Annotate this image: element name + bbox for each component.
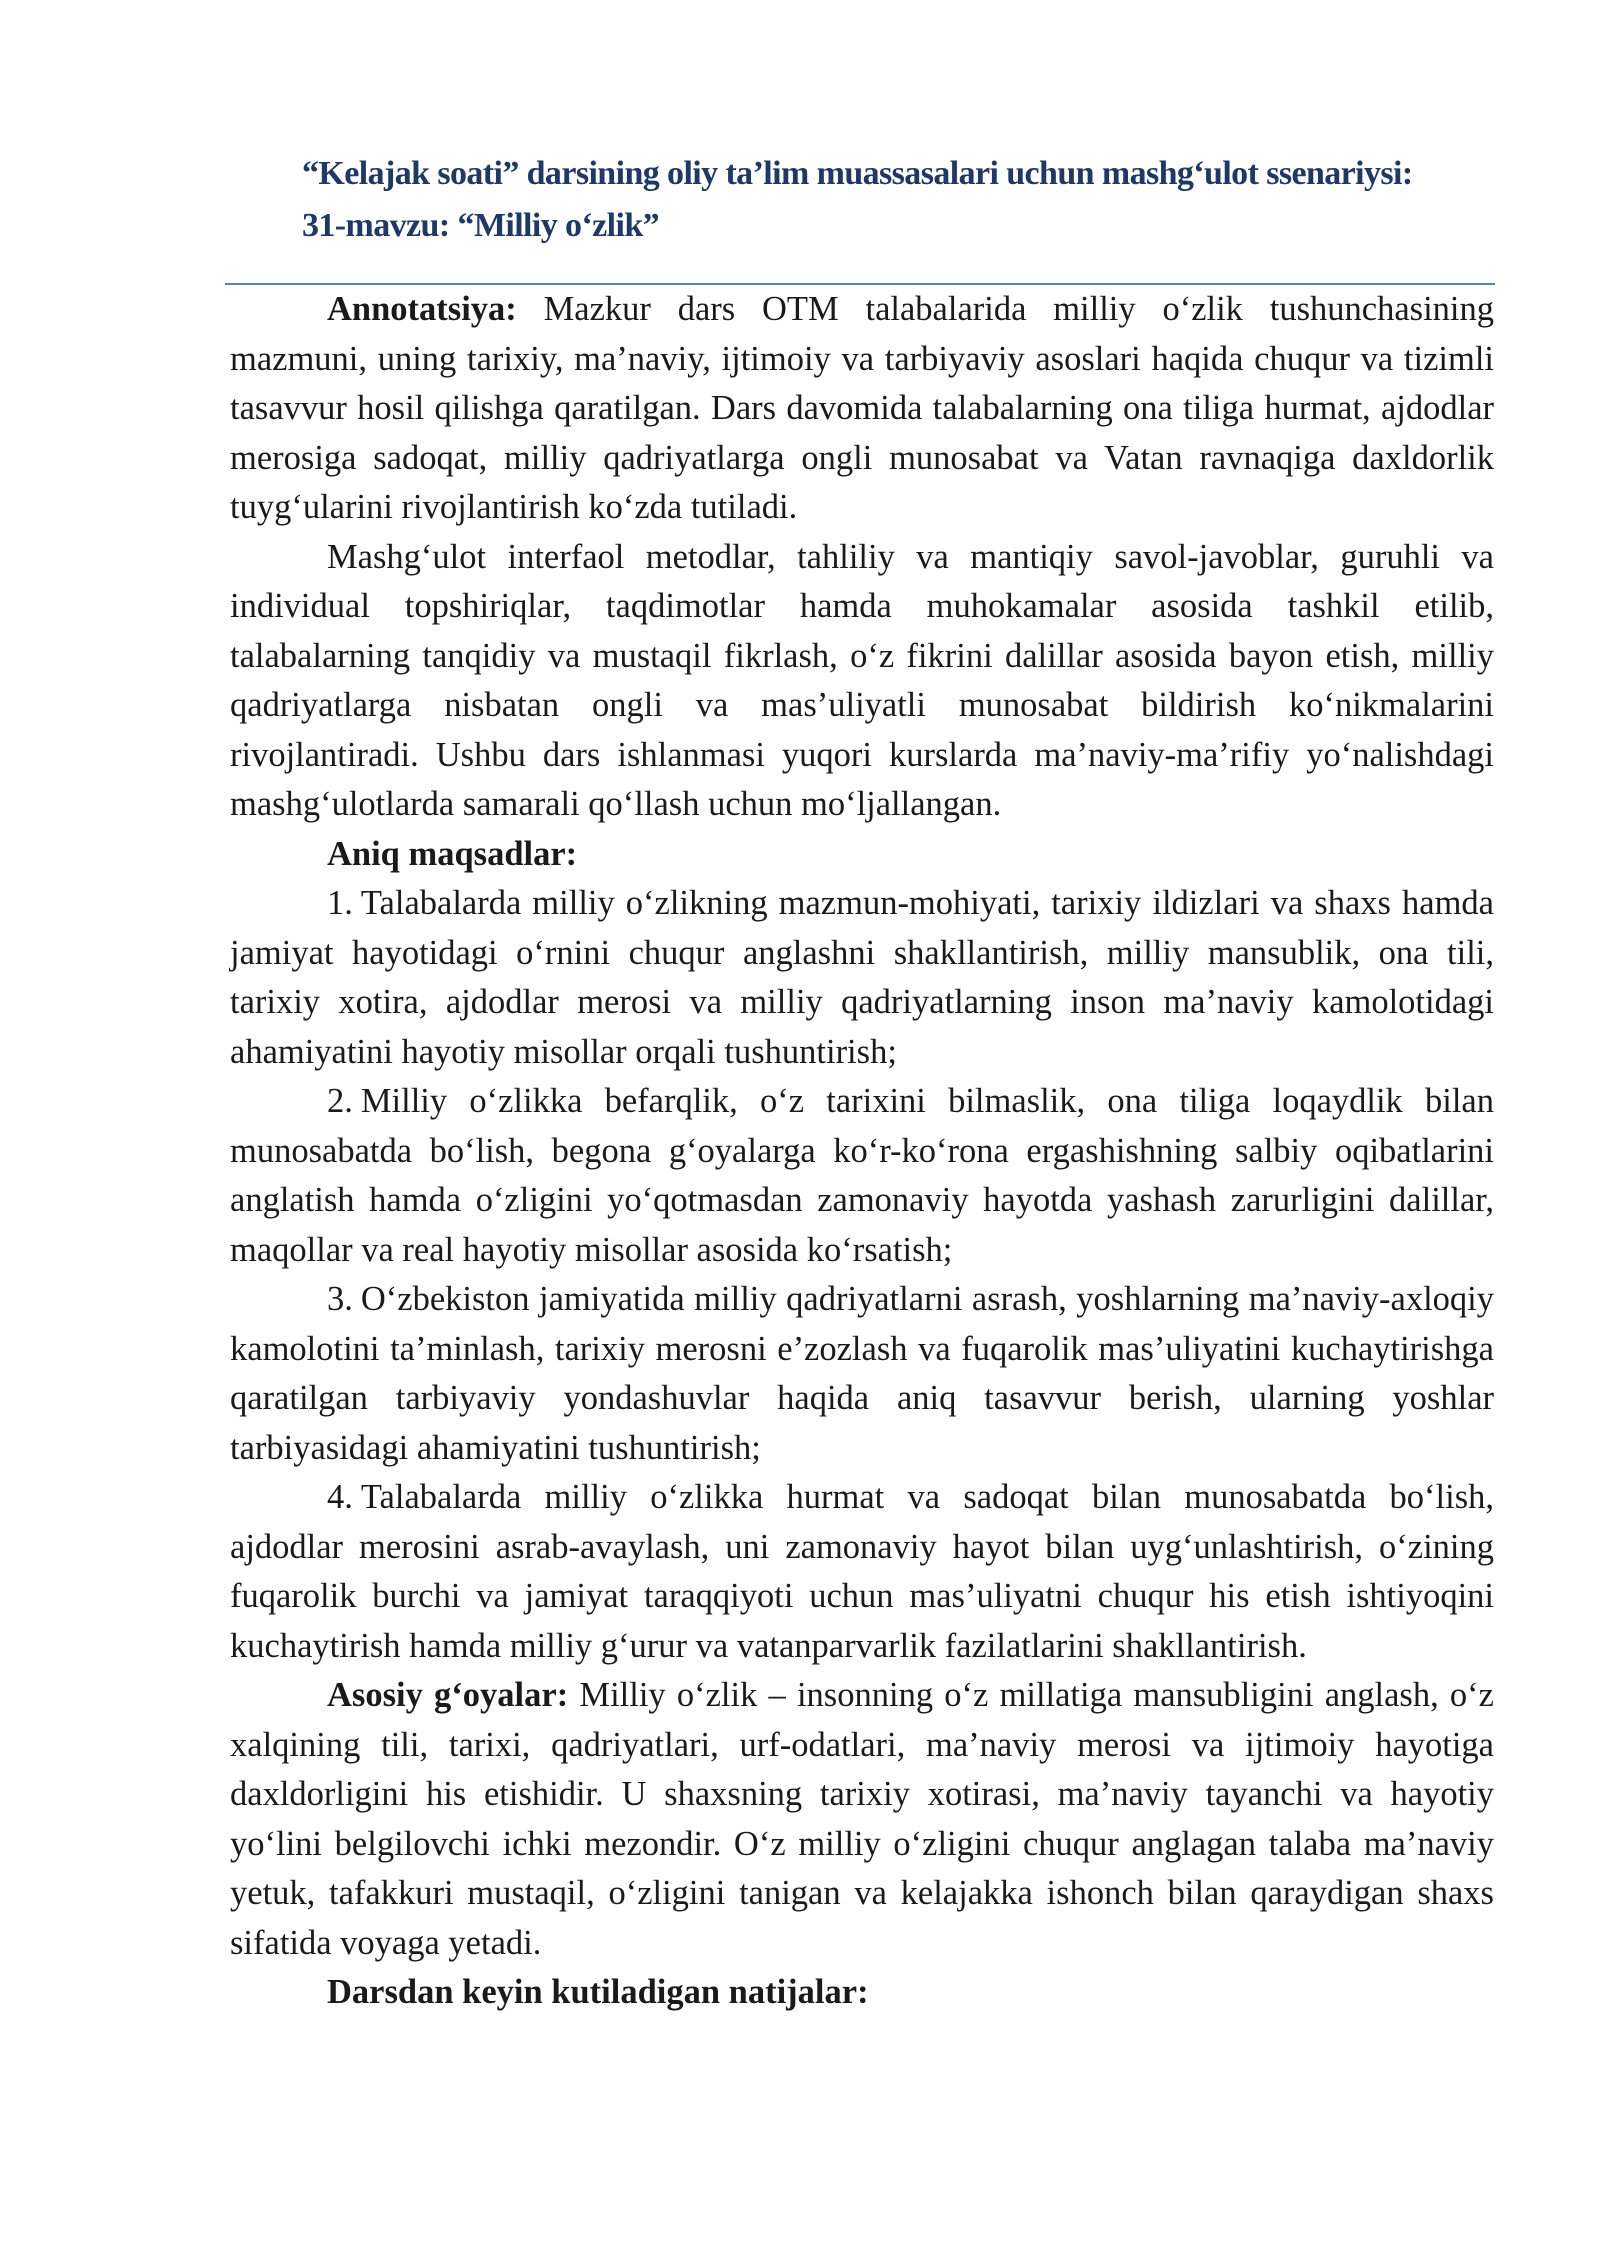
goal-text: Milliy o‘zlikka befarqlik, o‘z tarixini bilmaslik, ona tiliga loqaydlik bilan munosabatda bo‘lish, begona g‘oyalarga ko‘r-ko‘rona ergashishning salbiy oqibatlarini anglatish hamda o‘zligini yo‘qotmasdan zamonaviy hayotda yashash zarurligini dalillar, maqollar va real hayotiy misollar asosida ko‘rsatish; <box>230 1082 1494 1269</box>
goal-item-3 <box>230 1275 1494 1473</box>
annotation-paragraph <box>230 285 1494 533</box>
main-ideas-paragraph <box>230 1671 1494 1968</box>
goal-text: Talabalarda milliy o‘zlikka hurmat va sadoqat bilan munosabatda bo‘lish, ajdodlar merosini asrab-avaylash, uni zamonaviy hayot bilan uyg‘unlashtirish, o‘zining fuqarolik burchi va jamiyat taraqqiyoti uchun mas’uliyatni chuqur his etish ishtiyoqini kuchaytirish hamda milliy g‘urur va vatanparvarlik fazilatlarini shakllantirish. <box>230 1478 1494 1665</box>
goal-item-1 <box>230 879 1494 1077</box>
goal-text: Talabalarda milliy o‘zlikning mazmun-mohiyati, tarixiy ildizlari va shaxs hamda jamiyat hayotidagi o‘rnini chuqur anglashni shakllantirish, milliy mansublik, ona tili, tarixiy xotira, ajdodlar merosi va milliy qadriyatlarning inson ma’naviy kamolotidagi ahamiyatini hayotiy misollar orqali tushuntirish; <box>230 884 1494 1071</box>
method-paragraph: Mashg‘ulot interfaol metodlar, tahliliy va mantiqiy savol-javoblar, guruhli va individual topshiriqlar, taqdimotlar hamda muhokamalar asosida tashkil etilib, talabalarning tanqidiy va mustaqil fikrlash, o‘z fikrini dalillar asosida bayon etish, milliy qadriyatlarga nisbatan ongli va mas’uliyatli munosabat bildirish ko‘nikmalarini rivojlantiradi. Ushbu dars ishlanmasi yuqori kurslarda ma’naviy-ma’rifiy yo‘nalishdagi mashg‘ulotlarda samarali qo‘llash uchun mo‘ljallangan. <box>230 537 1494 823</box>
header-topic-line: 31-mavzu: “Milliy o‘zlik” <box>302 207 660 244</box>
results-heading: Darsdan keyin kutiladigan natijalar: <box>327 1973 869 2011</box>
main-ideas-label: Asosiy g‘oyalar: <box>327 1676 569 1714</box>
header-title-line: “Kelajak soati” darsining oliy ta’lim muassasalari uchun mashg‘ulot ssenariysi: <box>302 155 1413 192</box>
goal-number: 1. <box>327 884 353 922</box>
document-body <box>230 285 1494 2018</box>
goal-number: 2. <box>327 1082 353 1120</box>
goals-heading: Aniq maqsadlar: <box>327 834 578 873</box>
main-ideas-text: Milliy o‘zlik – insonning o‘z millatiga mansubligini anglash, o‘z xalqining tili, tarixi, qadriyatlari, urf-odatlari, ma’naviy merosi va ijtimoiy hayotiga daxldorligini his etishidir. U shaxsning tarixiy xotirasi, ma’naviy tayanchi va hayotiy yo‘lini belgilovchi ichki mezondir. O‘z milliy o‘zligini chuqur anglagan talaba ma’naviy yetuk, tafakkuri mustaqil, o‘zligini tanigan va kelajakka ishonch bilan qaraydigan shaxs sifatida voyaga yetadi. <box>230 1676 1494 1962</box>
goal-item-2 <box>230 1077 1494 1275</box>
document-header <box>302 148 1502 252</box>
goal-number: 4. <box>327 1478 353 1516</box>
annotation-label: Annotatsiya: <box>327 290 517 328</box>
goal-text: O‘zbekiston jamiyatida milliy qadriyatlarni asrash, yoshlarning ma’naviy-axloqiy kamolotini ta’minlash, tarixiy merosni e’zozlash va fuqarolik mas’uliyatini kuchaytirishga qaratilgan tarbiyaviy yondashuvlar haqida aniq tasavvur berish, ularning yoshlar tarbiyasidagi ahamiyatini tushuntirish; <box>230 1280 1494 1467</box>
annotation-text: Mazkur dars OTM talabalarida milliy o‘zlik tushunchasining mazmuni, uning tarixiy, ma’naviy, ijtimoiy va tarbiyaviy asoslari haqida chuqur va tizimli tasavvur hosil qilishga qaratilgan. Dars davomida talabalarning ona tiliga hurmat, ajdodlar merosiga sadoqat, milliy qadriyatlarga ongli munosabat va Vatan ravnaqiga daxldorlik tuyg‘ularini rivojlantirish ko‘zda tutiladi. <box>230 290 1494 526</box>
goal-item-4 <box>230 1473 1494 1671</box>
goal-number: 3. <box>327 1280 353 1318</box>
